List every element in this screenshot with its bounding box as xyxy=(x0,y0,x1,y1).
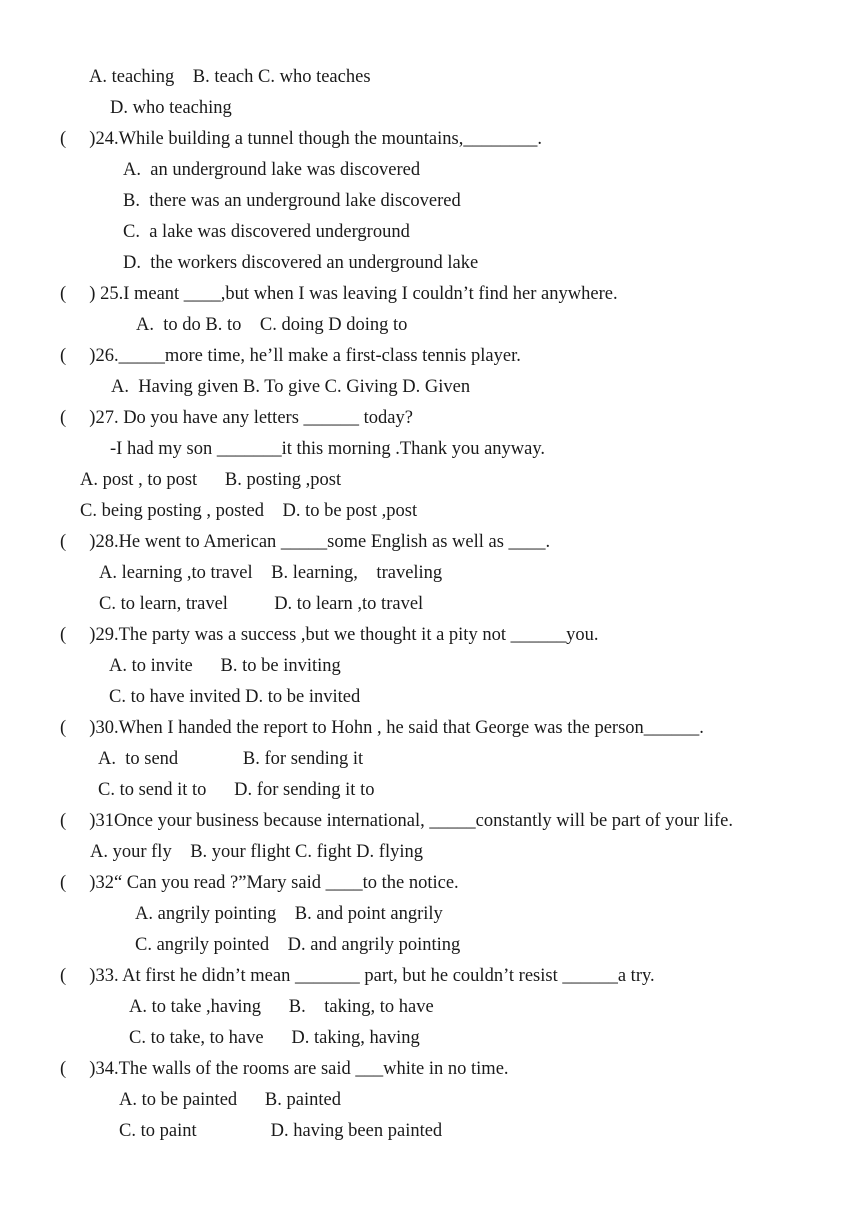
question-34: ( )34.The walls of the rooms are said ___white in no time. xyxy=(60,1059,509,1079)
option-line: A. to do B. to C. doing D doing to xyxy=(136,315,408,335)
option-line: A. to invite B. to be inviting xyxy=(109,656,341,676)
option-line: A. learning ,to travel B. learning, traveling xyxy=(99,563,443,583)
question-27-response: -I had my son _______it this morning .Thank you anyway. xyxy=(110,439,546,459)
question-31: ( )31Once your business because international, _____constantly will be part of your life. xyxy=(60,811,734,831)
question-30: ( )30.When I handed the report to Hohn , he said that George was the person______. xyxy=(60,718,704,738)
option-line: B. there was an underground lake discovered xyxy=(123,191,461,211)
option-line: A. your fly B. your flight C. fight D. flying xyxy=(90,842,423,862)
option-line: C. to paint D. having been painted xyxy=(119,1121,443,1141)
option-line: C. to have invited D. to be invited xyxy=(109,687,361,707)
option-line: C. to send it to D. for sending it to xyxy=(98,780,375,800)
option-line: C. to take, to have D. taking, having xyxy=(129,1028,420,1048)
question-32: ( )32“ Can you read ?”Mary said ____to the notice. xyxy=(60,873,459,893)
option-line: A. angrily pointing B. and point angrily xyxy=(135,904,443,924)
question-29: ( )29.The party was a success ,but we thought it a pity not ______you. xyxy=(60,625,599,645)
option-line: C. angrily pointed D. and angrily pointing xyxy=(135,935,461,955)
question-26: ( )26._____more time, he’ll make a first-class tennis player. xyxy=(60,346,521,366)
option-line: C. a lake was discovered underground xyxy=(123,222,410,242)
question-25: ( ) 25.I meant ____,but when I was leaving I couldn’t find her anywhere. xyxy=(60,284,618,304)
option-line: D. who teaching xyxy=(110,98,232,118)
option-line: D. the workers discovered an underground lake xyxy=(123,253,479,273)
question-33: ( )33. At first he didn’t mean _______ part, but he couldn’t resist ______a try. xyxy=(60,966,655,986)
question-28: ( )28.He went to American _____some English as well as ____. xyxy=(60,532,551,552)
option-line: A. teaching B. teach C. who teaches xyxy=(89,67,371,87)
option-line: A. post , to post B. posting ,post xyxy=(80,470,342,490)
option-line: A. to send B. for sending it xyxy=(98,749,364,769)
question-24: ( )24.While building a tunnel though the mountains,________. xyxy=(60,129,542,149)
option-line: A. an underground lake was discovered xyxy=(123,160,421,180)
option-line: C. being posting , posted D. to be post ,post xyxy=(80,501,418,521)
option-line: A. to be painted B. painted xyxy=(119,1090,341,1110)
option-line: A. Having given B. To give C. Giving D. Given xyxy=(111,377,471,397)
option-line: C. to learn, travel D. to learn ,to travel xyxy=(99,594,424,614)
question-27: ( )27. Do you have any letters ______ today? xyxy=(60,408,413,428)
option-line: A. to take ,having B. taking, to have xyxy=(129,997,434,1017)
